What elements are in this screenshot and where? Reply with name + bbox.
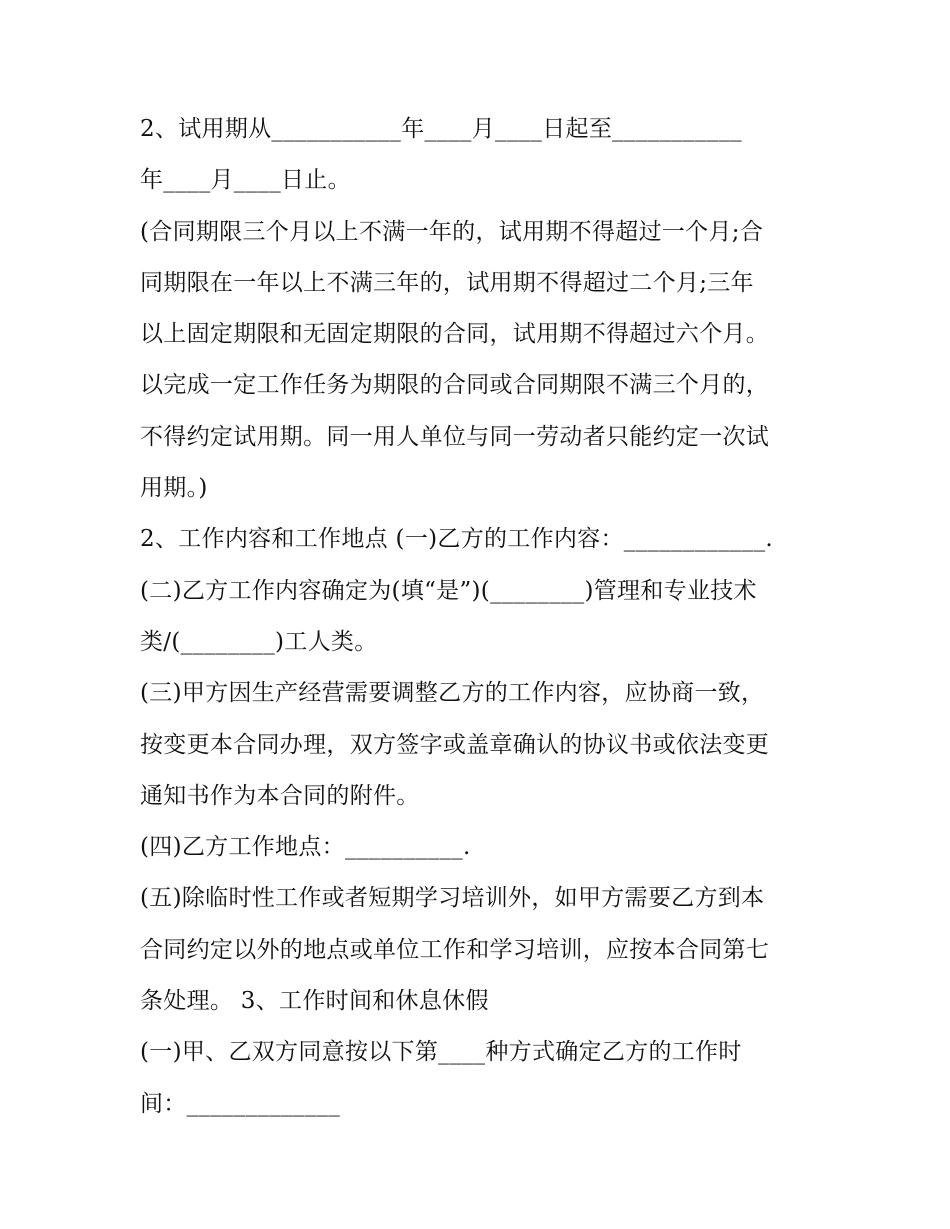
text-line-1: 2、试用期从___________年____月____日起至___________ <box>140 116 742 142</box>
text-line-9: 2、工作内容和工作地点 (一)乙方的工作内容：____________. <box>140 526 774 553</box>
text-line-15: (四)乙方工作地点：__________. <box>140 834 471 861</box>
text-line-20: 间：_____________ <box>140 1090 340 1117</box>
text-line-18: 条处理。 3、工作时间和休息休假 <box>140 988 489 1015</box>
text-line-14: 通知书作为本合同的附件。 <box>140 782 420 809</box>
text-line-2: 年____月____日止。 <box>140 167 351 194</box>
text-line-8: 用期。) <box>140 475 208 502</box>
text-line-6: 以完成一定工作任务为期限的合同或合同期限不满三个月的， <box>140 372 770 399</box>
document-body <box>140 104 830 1130</box>
text-line-12: (三)甲方因生产经营需要调整乙方的工作内容，应协商一致， <box>140 680 765 707</box>
text-line-10: (二)乙方工作内容确定为(填“是”)(________)管理和专业技术 <box>140 577 757 604</box>
text-line-19: (一)甲、乙双方同意按以下第____种方式确定乙方的工作时 <box>140 1039 742 1066</box>
text-line-17: 合同约定以外的地点或单位工作和学习培训，应按本合同第七 <box>140 936 770 963</box>
text-line-7: 不得约定试用期。同一用人单位与同一劳动者只能约定一次试 <box>140 423 770 450</box>
text-line-11: 类/(________)工人类。 <box>140 628 378 655</box>
text-line-16: (五)除临时性工作或者短期学习培训外，如甲方需要乙方到本 <box>140 885 765 912</box>
text-line-5: 以上固定期限和无固定期限的合同，试用期不得超过六个月。 <box>140 321 770 348</box>
text-line-4: 同期限在一年以上不满三年的，试用期不得超过二个月;三年 <box>140 269 754 296</box>
text-line-3: (合同期限三个月以上不满一年的，试用期不得超过一个月;合 <box>140 218 764 245</box>
text-line-13: 按变更本合同办理，双方签字或盖章确认的协议书或依法变更 <box>140 731 770 758</box>
